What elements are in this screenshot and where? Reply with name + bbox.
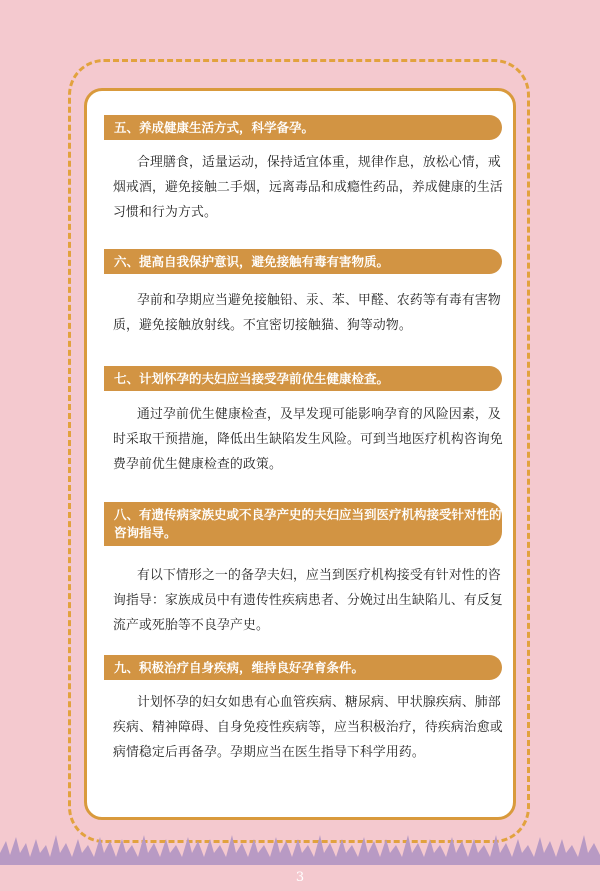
section-heading-5: 五、养成健康生活方式，科学备孕。: [104, 115, 502, 140]
section-body-9: 计划怀孕的妇女如患有心血管疾病、糖尿病、甲状腺疾病、肺部疾病、精神障碍、自身免疫性疾病等，应当积极治疗，待疾病治愈或病情稳定后再备孕。孕期应当在医生指导下科学用药。: [113, 695, 503, 760]
section-body-6: 孕前和孕期应当避免接触铅、汞、苯、甲醛、农药等有毒有害物质，避免接触放射线。不宜密切接触猫、狗等动物。: [113, 293, 501, 333]
section-body-8: 有以下情形之一的备孕夫妇，应当到医疗机构接受有针对性的咨询指导：家族成员中有遗传性疾病患者、分娩过出生缺陷儿、有反复流产或死胎等不良孕产史。: [113, 568, 503, 633]
section-heading-9: 九、积极治疗自身疾病，维持良好孕育条件。: [104, 655, 502, 680]
section-heading-7: 七、计划怀孕的夫妇应当接受孕前优生健康检查。: [104, 366, 502, 391]
section-body-5: 合理膳食，适量运动，保持适宜体重，规律作息，放松心情，戒烟戒酒，避免接触二手烟，远离毒品和成瘾性药品，养成健康的生活习惯和行为方式。: [113, 155, 503, 220]
section-heading-6: 六、提高自我保护意识，避免接触有毒有害物质。: [104, 249, 502, 274]
section-body-7: 通过孕前优生健康检查，及早发现可能影响孕育的风险因素，及时采取干预措施，降低出生缺陷发生风险。可到当地医疗机构咨询免费孕前优生健康检查的政策。: [113, 407, 503, 472]
page-number: 3: [295, 870, 305, 885]
section-heading-8: 八、有遗传病家族史或不良孕产史的夫妇应当到医疗机构接受针对性的咨询指导。: [104, 502, 502, 546]
